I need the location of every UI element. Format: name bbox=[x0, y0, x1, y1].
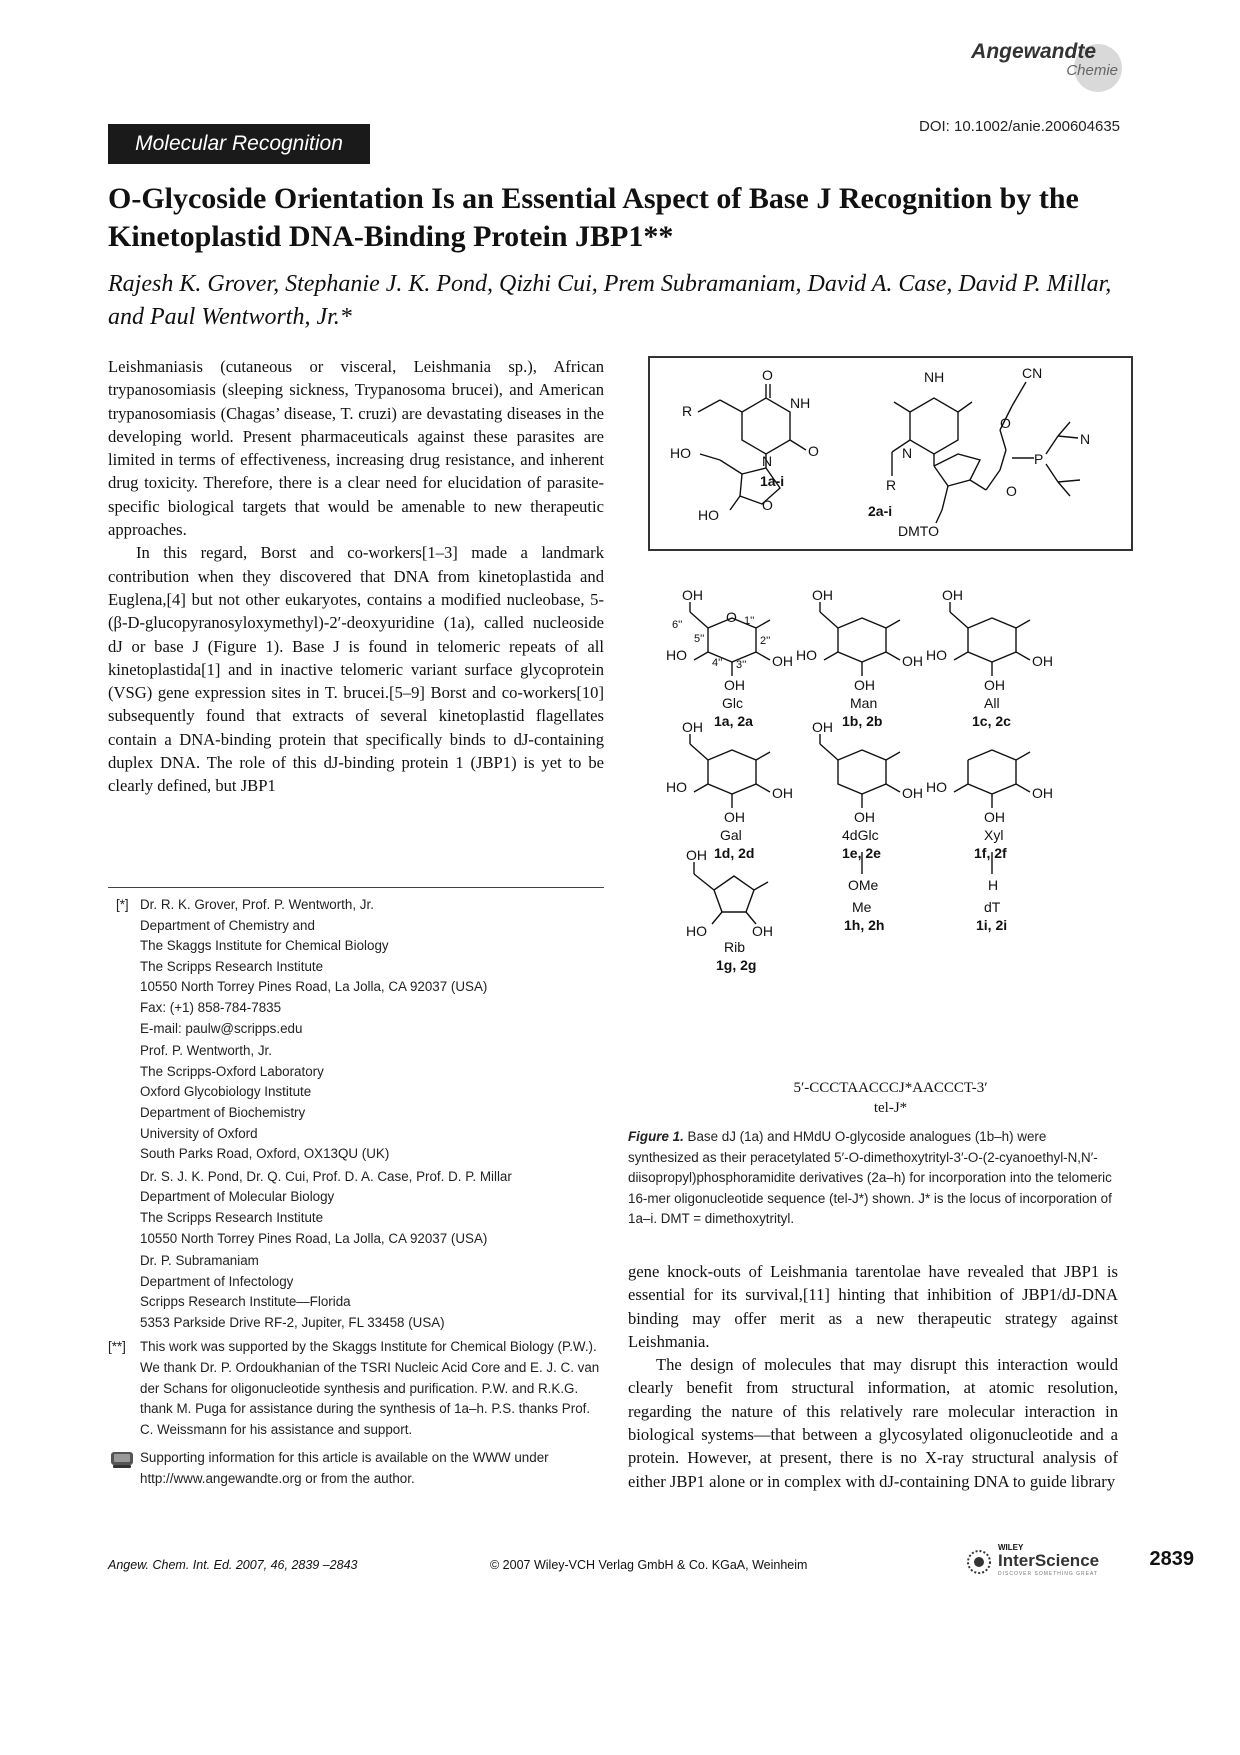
sugar-compound: 1f, 2f bbox=[974, 845, 1007, 861]
oh-label: OH bbox=[682, 719, 703, 735]
oh-label: OH bbox=[854, 677, 875, 693]
paragraph-design: The design of molecules that may disrupt this interaction would clearly benefit from structural information, at atomic resolution, regarding the nature of this relatively rare molecular interaction in biological systems—that between a glycosylated oligonucleotide and a protein. However, at present, there is no X-ray structural analysis of either JBP1 alone or in complex with dJ-containing DNA to guide library bbox=[628, 1355, 1118, 1491]
affiliation-2: Prof. P. Wentworth, Jr. The Scripps-Oxford Laboratory Oxford Glycobiology Institute Department of Biochemistry University of Oxford South Parks Road, Oxford, OX13QU (UK) bbox=[140, 1043, 390, 1162]
journal-logo bbox=[972, 36, 1122, 88]
label-o: O bbox=[762, 367, 773, 383]
globe-icon bbox=[966, 1549, 992, 1575]
oh-label: OH bbox=[812, 590, 833, 603]
sugar-name: dT bbox=[984, 899, 1001, 915]
sugar-compound: 1a, 2a bbox=[714, 713, 753, 729]
oligo-sequence bbox=[648, 1078, 1133, 1118]
ho-label: HO bbox=[926, 779, 947, 795]
label-cn: CN bbox=[1022, 365, 1043, 381]
oh-label: OH bbox=[812, 719, 833, 735]
sequence-text: 5′-CCCTAACCCJ*AACCCT-3′ bbox=[793, 1080, 988, 1096]
section-tag: Molecular Recognition bbox=[108, 124, 370, 164]
scheme-box bbox=[648, 356, 1133, 551]
label-n: N bbox=[902, 445, 913, 461]
oh-label: OH bbox=[854, 809, 875, 825]
sugar-name: Gal bbox=[720, 827, 742, 843]
svg-text:1'': 1'' bbox=[744, 615, 755, 627]
body-column-right bbox=[628, 1260, 1118, 1493]
sugar-name: Glc bbox=[722, 695, 743, 711]
footnote-mark: [**] bbox=[108, 1339, 126, 1355]
affiliation-1: Dr. R. K. Grover, Prof. P. Wentworth, Jr. Department of Chemistry and The Skaggs Institute for Chemical Biology The Scripps Research Institute 10550 North Torrey Pines Road, La Jolla, CA 92037 (USA) Fax: (+1) 858-784-7835 E-mail: paulw@scripps.edu bbox=[140, 895, 604, 1039]
sugar-compound: 1e, 2e bbox=[842, 845, 881, 861]
affiliation-3: Dr. S. J. K. Pond, Dr. Q. Cui, Prof. D. A. Case, Prof. D. P. Millar Department of Molecular Biology The Scripps Research Institute 10550 North Torrey Pines Road, La Jolla, CA 92037 (USA) bbox=[140, 1168, 512, 1246]
compound-2a-i: 2a-i bbox=[868, 503, 893, 519]
oh-label: OH bbox=[942, 590, 963, 603]
publisher-logo bbox=[966, 1543, 1116, 1583]
oh-label: OH bbox=[724, 677, 745, 693]
publisher-name: InterScience bbox=[998, 1551, 1100, 1570]
label-nh: NH bbox=[790, 395, 811, 411]
sugar-compound: 1c, 2c bbox=[972, 713, 1011, 729]
label-p: P bbox=[1034, 451, 1044, 467]
oh-label: OH bbox=[752, 923, 773, 939]
oh-label: OH bbox=[984, 677, 1005, 693]
ho-label: HO bbox=[796, 647, 817, 663]
label-ho: HO bbox=[670, 445, 691, 461]
footnote-mark: [*] bbox=[116, 897, 129, 912]
caption-label: Figure 1. bbox=[628, 1129, 684, 1144]
footer-copyright: © 2007 Wiley-VCH Verlag GmbH & Co. KGaA, Weinheim bbox=[490, 1558, 808, 1572]
label-o: O bbox=[1000, 415, 1011, 431]
publisher-small: WILEY bbox=[998, 1543, 1024, 1552]
affiliation-4: Dr. P. Subramaniam Department of Infectology Scripps Research Institute—Florida 5353 Parkside Drive RF-2, Jupiter, FL 33458 (USA) bbox=[140, 1253, 445, 1330]
paragraph-knockouts: gene knock-outs of Leishmania tarentolae have revealed that JBP1 is essential for its survival,[11] hinting that inhibition of JBP1/dJ-DNA binding may offer merit as a new therapeutic strategy against Leishmania. bbox=[628, 1262, 1118, 1351]
sugar-compound: 1b, 2b bbox=[842, 713, 883, 729]
r-groups-panel bbox=[648, 590, 1133, 1060]
ho-label: HO bbox=[686, 923, 707, 939]
article-title: O-Glycoside Orientation Is an Essential Aspect of Base J Recognition by the Kinetoplastid DNA-Binding Protein JBP1** bbox=[108, 182, 1079, 253]
oh-label: OH bbox=[1032, 653, 1053, 669]
body-column-left bbox=[108, 355, 604, 798]
label-nh: NH bbox=[924, 369, 945, 385]
sugar-name: Me bbox=[852, 899, 872, 915]
sugar-compound: 1h, 2h bbox=[844, 917, 885, 933]
journal-subname: Chemie bbox=[1066, 62, 1118, 79]
ome-label: OMe bbox=[848, 877, 879, 893]
sugar-name: Rib bbox=[724, 939, 746, 955]
sugar-compound: 1d, 2d bbox=[714, 845, 755, 861]
oh-label: OH bbox=[772, 653, 793, 669]
footnote-rule bbox=[108, 887, 604, 888]
sugar-name: All bbox=[984, 695, 1000, 711]
label-dmto: DMTO bbox=[898, 523, 939, 539]
caption-text: Base dJ (1a) and HMdU O-glycoside analogues (1b–h) were synthesized as their peracetylated 5′-O-dimethoxytrityl-3′-O-(2-cyanoethyl-N,N′-diisopropyl)phosphoramidite derivatives (2a–h) for incorporation into the telomeric 16-mer oligonucleotide sequence (tel-J*) shown. J* is the locus of incorporation of 1a–i. DMT = dimethoxytrityl. bbox=[628, 1129, 1112, 1227]
o-label: O bbox=[726, 609, 737, 625]
r-groups-structures bbox=[648, 590, 1133, 1060]
label-o: O bbox=[1006, 483, 1017, 499]
oh-label: OH bbox=[772, 785, 793, 801]
label-o: O bbox=[808, 443, 819, 459]
page-number: 2839 bbox=[1149, 1548, 1194, 1570]
nucleoside-scheme bbox=[650, 358, 1131, 549]
doi: DOI: 10.1002/anie.200604635 bbox=[919, 118, 1120, 135]
label-r: R bbox=[682, 403, 693, 419]
paragraph-borst: In this regard, Borst and co-workers[1–3] made a landmark contribution when they discovered that DNA from kinetoplastida and Euglena,[4] but not other eukaryotes, contains a modified nucleobase, 5-(β-D-glucopyranosyloxymethyl)-2′-deoxyuridine (1a), called nucleoside dJ or base J (Figure 1). Base J is found in telomeric repeats of all kinetoplastida[1] and in inactive telomeric variant surface glycoprotein (VSG) gene expression sites in T. brucei.[5–9] Borst and co-workers[10] subsequently found that extracts of several kinetoplastid flagellates contain a DNA-binding protein that specifically binds to dJ-containing duplex DNA. The role of this dJ-binding protein 1 (JBP1) is yet to be clearly defined, but JBP1 bbox=[108, 543, 604, 796]
compound-1a-i: 1a-i bbox=[760, 473, 785, 489]
paragraph-intro: Leishmaniasis (cutaneous or visceral, Leishmania sp.), African trypanosomiasis (sleeping sickness, Trypanosoma brucei), and American trypanosomiasis (Chagas’ disease, T. cruzi) are devastating diseases in the developing world. Present pharmaceuticals against these parasites are limited in terms of effectiveness, increasing drug resistance, and inherent drug toxicity. Therefore, there is a clear need for elucidation of parasite-specific biological targets that would be amenable to new therapeutic approaches. bbox=[108, 357, 604, 540]
label-ho: HO bbox=[698, 507, 719, 523]
footnotes bbox=[108, 895, 604, 1490]
svg-text:3'': 3'' bbox=[736, 659, 747, 671]
affiliations bbox=[108, 895, 604, 1333]
sugar-compound: 1g, 2g bbox=[716, 957, 757, 973]
oh-label: OH bbox=[902, 653, 923, 669]
label-n: N bbox=[1080, 431, 1091, 447]
sequence-name: tel-J* bbox=[873, 1100, 908, 1116]
h-label: H bbox=[988, 877, 999, 893]
article-authors: Rajesh K. Grover, Stephanie J. K. Pond, Qizhi Cui, Prem Subramaniam, David A. Case, David P. Millar, and Paul Wentworth, Jr.* bbox=[108, 271, 1112, 330]
footer-citation: Angew. Chem. Int. Ed. 2007, 46, 2839 –2843 bbox=[108, 1558, 358, 1572]
svg-text:2'': 2'' bbox=[760, 635, 771, 647]
oh-label: OH bbox=[724, 809, 745, 825]
journal-name: Angewandte bbox=[971, 40, 1096, 63]
sugar-name: Xyl bbox=[984, 827, 1004, 843]
sugar-name: Man bbox=[850, 695, 878, 711]
figure-caption bbox=[628, 1127, 1118, 1230]
label-r: R bbox=[886, 477, 897, 493]
computer-icon bbox=[110, 1451, 134, 1469]
ho-label: HO bbox=[926, 647, 947, 663]
publisher-tagline: DISCOVER SOMETHING GREAT bbox=[998, 1571, 1099, 1577]
oh-label: OH bbox=[984, 809, 1005, 825]
oh-label: OH bbox=[682, 590, 703, 603]
svg-text:4'': 4'' bbox=[712, 657, 723, 669]
ho-label: HO bbox=[666, 647, 687, 663]
oh-label: OH bbox=[686, 847, 707, 863]
sugar-name: 4dGlc bbox=[842, 827, 879, 843]
oh-label: OH bbox=[1032, 785, 1053, 801]
ho-label: HO bbox=[666, 779, 687, 795]
acknowledgement: [**] This work was supported by the Skaggs Institute for Chemical Biology (P.W.). We thank Dr. P. Ordoukhanian of the TSRI Nucleic Acid Core and E. J. C. van der Schans for oligonucleotide synthesis and purification. P.W. and R.K.G. thank M. Puga for assistance during the synthesis of 1a–h. P.S. thanks Prof. C. Weissmann for his assistance and support. bbox=[108, 1339, 600, 1437]
label-o: O bbox=[762, 497, 773, 513]
svg-text:6'': 6'' bbox=[672, 619, 683, 631]
oh-label: OH bbox=[902, 785, 923, 801]
label-n: N bbox=[762, 453, 773, 469]
sugar-compound: 1i, 2i bbox=[976, 917, 1008, 933]
supporting-info bbox=[108, 1448, 604, 1489]
supporting-info-text[interactable]: Supporting information for this article is available on the WWW under http://www.angewandte.org or from the author. bbox=[140, 1450, 549, 1487]
svg-text:5'': 5'' bbox=[694, 633, 705, 645]
email-link[interactable]: E-mail: paulw@scripps.edu bbox=[140, 1020, 303, 1036]
